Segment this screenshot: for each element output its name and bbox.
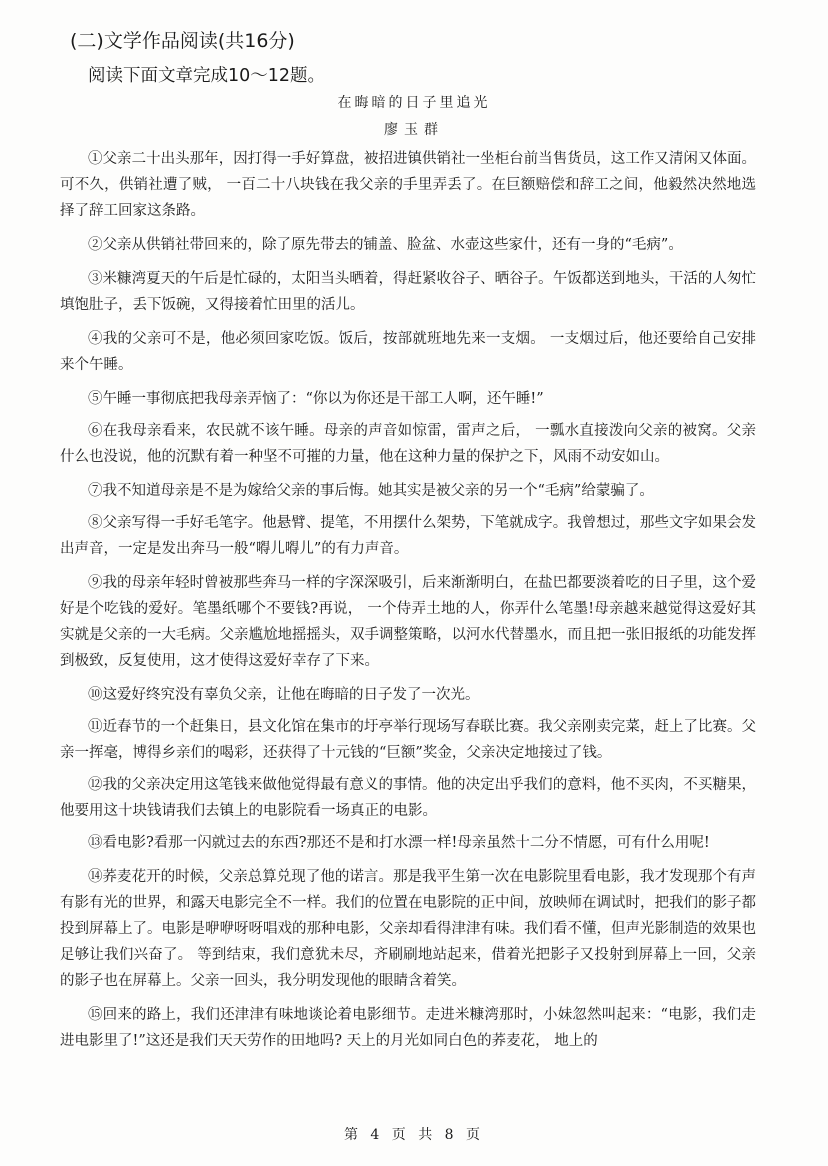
paragraph-5: ⑤午睡一事彻底把我母亲弄恼了：“你以为你还是干部工人啊，还午睡!” xyxy=(88,391,544,407)
paragraph-6: ⑥在我母亲看来，农民就不该午睡。母亲的声音如惊雷，雷声之后， 一瓢水直接泼向父亲的被窝。父亲什么也没说，他的沉默有着一种坚不可摧的力量，他在这种力量的保护之下，风雨不动安如山。 xyxy=(60,423,756,465)
paragraph-12: ⑫我的父亲决定用这笔钱来做他觉得最有意义的事情。他的决定出乎我们的意料，他不买肉，不买糖果，他要用这十块钱请我们去镇上的电影院看一场真正的电影。 xyxy=(60,777,756,819)
article-title: 在晦暗的日子里追光 xyxy=(337,95,491,111)
article-author: 廖玉群 xyxy=(384,122,444,138)
paragraph-9: ⑨我的母亲年轻时曾被那些奔马一样的字深深吸引，后来渐渐明白，在盐巴都要淡着吃的日子里，这个爱好是个吃钱的爱好。笔墨纸哪个不要钱?再说， 一个侍弄土地的人，你弄什么笔墨!母亲越来越觉得这爱好其实就是父亲的一大毛病。父亲尴尬地摇摇头，双手调整策略，以河水代替墨水，而且把一张旧报纸的功能发挥到极致，反复使用，这才使得这爱好幸存了下来。 xyxy=(60,575,756,669)
reading-instruction: 阅读下面文章完成10～12题。 xyxy=(88,66,326,86)
article-body xyxy=(60,146,756,1062)
page-number-footer: 第 4 页 共 8 页 xyxy=(343,1127,485,1143)
paragraph-14: ⑭荞麦花开的时候，父亲总算兑现了他的诺言。那是我平生第一次在电影院里看电影，我才发现那个有声有影有光的世界，和露天电影完全不一样。我们的位置在电影院的正中间，放映师在调试时，把我们的影子都投到屏幕上了。电影是咿咿呀呀唱戏的那种电影，父亲却看得津津有味。我们看不懂，但声光影制造的效果也足够让我们兴奋了。 等到结束，我们意犹未尽，齐刷刷地站起来，借着光把影子又投射到屏幕上一回，父亲的影子也在屏幕上。父亲一回头，我分明发现他的眼睛含着笑。 xyxy=(60,869,756,989)
paragraph-7: ⑦我不知道母亲是不是为嫁给父亲的事后悔。她其实是被父亲的另一个“毛病”给蒙骗了。 xyxy=(88,483,654,499)
paragraph-2: ②父亲从供销社带回来的，除了原先带去的铺盖、脸盆、水壶这些家什，还有一身的“毛病”。 xyxy=(88,237,683,253)
paragraph-8: ⑧父亲写得一手好毛笔字。他悬臂、提笔，不用摆什么架势，下笔就成字。我曾想过，那些文字如果会发出声音，一定是发出奔马一般“嘚儿嘚儿”的有力声音。 xyxy=(60,515,756,557)
paragraph-4: ④我的父亲可不是，他必须回家吃饭。饭后，按部就班地先来一支烟。 一支烟过后，他还要给自己安排来个午睡。 xyxy=(60,331,756,373)
paragraph-13: ⑬看电影?看那一闪就过去的东西?那还不是和打水漂一样!母亲虽然十二分不情愿，可有什么用呢! xyxy=(88,835,710,851)
paragraph-11: ⑪近春节的一个赶集日，县文化馆在集市的圩亭举行现场写春联比赛。我父亲刚卖完菜，赶上了比赛。父亲一挥毫，博得乡亲们的喝彩，还获得了十元钱的“巨额”奖金，父亲决定地接过了钱。 xyxy=(60,719,756,761)
paragraph-15: ⑮回来的路上，我们还津津有味地谈论着电影细节。走进米糠湾那时，小妹忽然叫起来：“电影，我们走进电影里了!”这还是我们天天劳作的田地吗? 天上的月光如同白色的荞麦花， 地上的 xyxy=(60,1007,756,1049)
paragraph-1: ①父亲二十出头那年，因打得一手好算盘，被招进镇供销社一坐柜台前当售货员，这工作又清闲又体面。可不久，供销社遭了贼， 一百二十八块钱在我父亲的手里弄丢了。在巨额赔偿和辞工之间，他毅然决然地选择了辞工回家这条路。 xyxy=(60,151,756,219)
paragraph-10: ⑩这爱好终究没有辜负父亲，让他在晦暗的日子发了一次光。 xyxy=(88,687,480,703)
paragraph-3: ③米糠湾夏天的午后是忙碌的，太阳当头晒着，得赶紧收谷子、晒谷子。午饭都送到地头，干活的人匆忙填饱肚子，丢下饭碗，又得接着忙田里的活儿。 xyxy=(60,271,756,313)
section-heading: (二)文学作品阅读(共16分) xyxy=(70,30,295,52)
